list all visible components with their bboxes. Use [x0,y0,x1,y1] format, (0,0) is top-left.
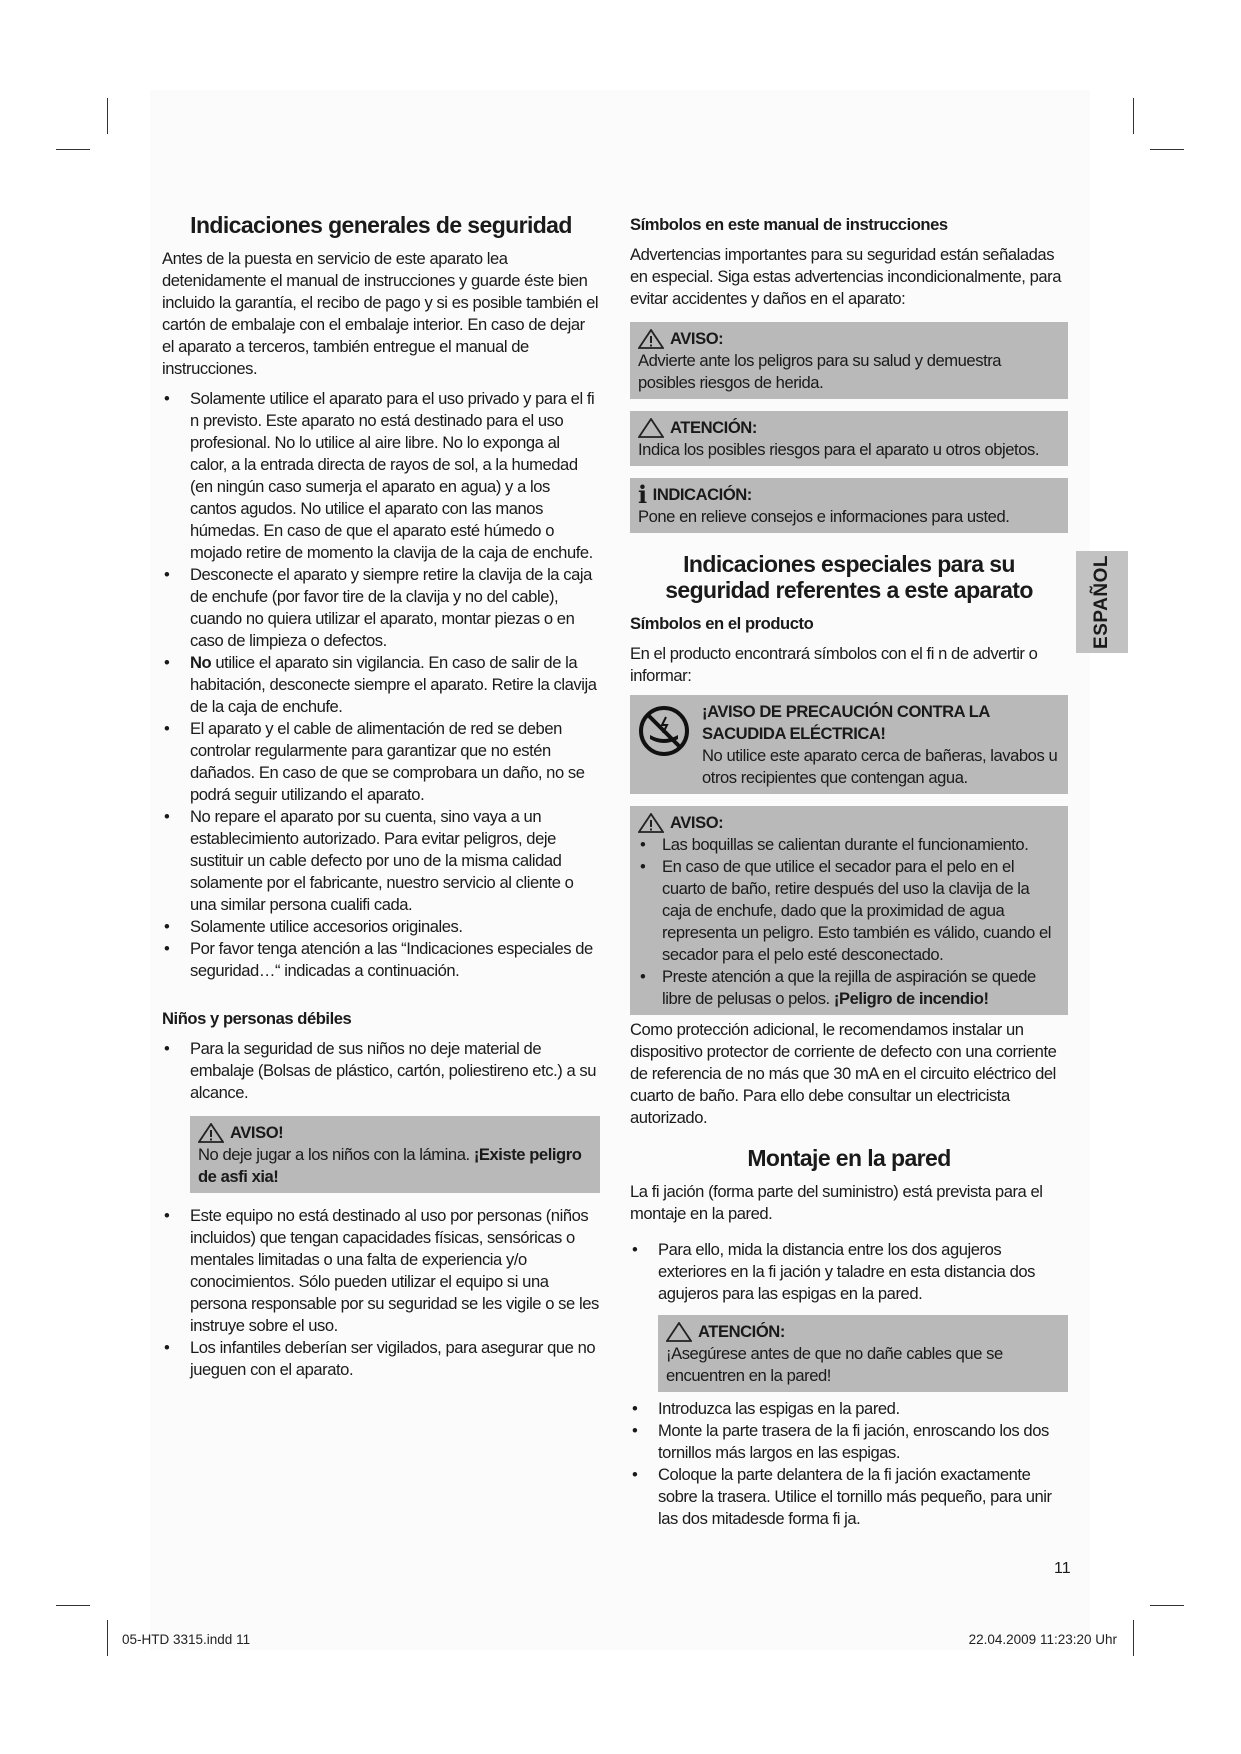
atencion-title: ATENCIÓN: [670,418,757,437]
atencion-box-wall [658,1315,1068,1392]
subheading-children: Niños y personas débiles [162,1009,352,1028]
protection-paragraph: Como protección adicional, le recomendamos instalar un dispositivo protector de corriente de defecto con una corriente de referencia de no más que 30 mA en el circuito eléctrico del cuarto de baño. Para ello debe consultar un electricista autorizado. [630,1020,1057,1127]
section-title-wall-mount: Montaje en la pared [747,1145,951,1171]
list-item: • Coloque la parte delantera de la fi jación exactamente sobre la trasera. Utilice el tornillo más pequeño, para unir las dos mitadesde forma fi ja. [630,1464,1068,1530]
list-item: • Monte la parte trasera de la fi jación, enroscando los dos tornillos más largos en las espigas. [630,1420,1068,1464]
aviso-text: Advierte ante los peligros para su salud y demuestra posibles riesgos de herida. [638,351,1002,392]
caution-triangle-icon [638,418,664,438]
wall-steps-list [630,1398,1068,1530]
safety-list [162,388,600,982]
section-title-special-safety: Indicaciones especiales para su seguridad referentes a este aparato [665,551,1033,603]
aviso-title: AVISO: [670,329,724,348]
aviso-box [630,322,1068,399]
product-symbols-paragraph: En el producto encontrará símbolos con el fi n de advertir o informar: [630,644,1038,685]
section-title-general-safety: Indicaciones generales de seguridad [190,212,572,238]
list-item: • Para ello, mida la distancia entre los dos agujeros exteriores en la fi jación y taladre en esta distancia dos agujeros para las espigas en la pared. [630,1239,1068,1305]
info-icon: i [638,480,647,509]
list-item: • Desconecte el aparato y siempre retire la clavija de la caja de enchufe (por favor tire de la clavija y no del cable), cuando no quiera utilizar el aparato, montar piezas o en caso de limpieza o defectos. [162,564,600,652]
list-item: • En caso de que utilice el secador para el pelo en el cuarto de baño, retire después del uso la clavija de la caja de enchufe, dado que la proximidad de agua representa un peligro. Esto también es válido, cuando el secador para el pelo esté desconectado. [638,856,1060,966]
atencion-heading [638,417,1060,439]
list-item: • Solamente utilice accesorios originales. [162,916,600,938]
list-item: • Los infantiles deberían ser vigilados, para asegurar que no jueguen con el aparato. [162,1337,600,1381]
wall-intro: La fi jación (forma parte del suministro) está prevista para el montaje en la pared. [630,1182,1043,1223]
crop-mark [1133,98,1134,134]
list-item [638,966,1060,1010]
crop-mark [107,1620,108,1656]
language-tab [1076,551,1128,653]
symbols-paragraph: Advertencias importantes para su seguridad están señaladas en especial. Siga estas advertencias incondicionalmente, para evitar accidentes y daños en el aparato: [630,245,1062,308]
indicacion-heading [638,480,1060,509]
atencion-text: ¡Asegúrese antes de que no dañe cables que se encuentren en la pared! [666,1344,1003,1385]
list-item: • No repare el aparato por su cuenta, sino vaya a un establecimiento autorizado. Para evitar peligros, deje sustituir un cable defecto por uno de la misma calidad solamente por el fabricante, nuestro servicio al cliente o una similar persona cualifi cada. [162,806,600,916]
language-tab-label: ESPAÑOL [1091,555,1112,649]
list-item-text: Preste atención a que la rejilla de aspiración se quede libre de pelusas o pelos. [662,967,1036,1008]
list-item: • Por favor tenga atención a las “Indicaciones especiales de seguridad…“ indicadas a continuación. [162,938,600,982]
warning-triangle-icon [638,329,664,349]
aviso-heading [198,1122,592,1144]
atencion-box [630,411,1068,466]
crop-mark [1133,1620,1134,1656]
aviso-box [190,1116,600,1193]
crop-mark [1150,1605,1184,1606]
fire-danger-text: ¡Peligro de incendio! [833,989,989,1008]
aviso-title: AVISO! [230,1123,284,1142]
footer-file-info: 05-HTD 3315.indd 11 [122,1632,251,1647]
indicacion-box [630,478,1068,533]
aviso-box-hot [630,806,1068,1015]
subheading-symbols-manual: Símbolos en este manual de instrucciones [630,215,948,234]
atencion-title: ATENCIÓN: [698,1322,785,1341]
crop-mark [107,98,108,134]
left-column [162,212,600,1389]
list-item: • Este equipo no está destinado al uso por personas (niños incluidos) que tengan capacidades físicas, sensóricas o mentales limitadas o una falta de experiencia y/o conocimientos. Sólo pueden utilizar el equipo si una persona responsable por su seguridad se les vigile o se les instruye sobre el uso. [162,1205,600,1337]
indicacion-title: INDICACIÓN: [652,485,752,504]
aviso-heading [638,328,1060,350]
no-water-shock-icon [638,705,690,757]
aviso-bold-text: ¡Existe peligro de asfi xia! [198,1145,582,1186]
atencion-text: Indica los posibles riesgos para el aparato u otros objetos. [638,440,1040,459]
warning-triangle-icon [638,813,664,833]
subheading-product-symbols: Símbolos en el producto [630,614,814,633]
list-item: • Para la seguridad de sus niños no deje material de embalaje (Bolsas de plástico, cartón, poliestireno etc.) a su alcance. [162,1038,600,1104]
aviso-list [638,834,1060,1010]
aviso-text-block [198,1144,592,1188]
shock-warning-title: ¡AVISO DE PRECAUCIÓN CONTRA LA SACUDIDA ELÉCTRICA! [702,702,990,743]
persons-list [162,1205,600,1381]
children-list [162,1038,600,1104]
list-item: • Solamente utilice el aparato para el uso privado y para el fi n previsto. Este aparato no está destinado para el uso profesional. No lo utilice al aire libre. No lo exponga al calor, a la entrada directa de rayos de sol, a la humedad (en ningún caso sumerja el aparato en agua) y a los cantos agudos. No utilice el aparato con las manos húmedas. En caso de que el aparato esté húmedo o mojado retire de momento la clavija de la caja de enchufe. [162,388,600,564]
footer-timestamp: 22.04.2009 11:23:20 Uhr [968,1632,1117,1647]
shock-warning-content [702,701,1060,789]
list-item [162,652,600,718]
shock-warning-text: No utilice este aparato cerca de bañeras, lavabos u otros recipientes que contengan agua. [702,746,1058,787]
shock-warning-box [630,695,1068,794]
aviso-heading [638,812,1060,834]
list-item: • Las boquillas se calientan durante el funcionamiento. [638,834,1060,856]
indicacion-text: Pone en relieve consejos e informaciones para usted. [638,507,1010,526]
crop-mark [1150,149,1184,150]
crop-mark [56,1605,90,1606]
list-item-text: utilice el aparato sin vigilancia. En caso de salir de la habitación, desconecte siempre el aparato. Retire la clavija de la caja de enchufe. [190,653,597,716]
warning-triangle-icon [198,1123,224,1143]
atencion-heading [666,1321,1060,1343]
aviso-text: No deje jugar a los niños con la lámina. [198,1145,474,1164]
wall-list [630,1239,1068,1305]
right-column [630,214,1068,1538]
crop-mark [56,149,90,150]
list-item: • Introduzca las espigas en la pared. [630,1398,1068,1420]
caution-triangle-icon [666,1322,692,1342]
intro-paragraph: Antes de la puesta en servicio de este aparato lea detenidamente el manual de instrucciones y guarde éste bien incluido la garantía, el recibo de pago y si es posible también el cartón de embalaje con el embalaje interior. En caso de dejar el aparato a terceros, también entregue el manual de instrucciones. [162,249,599,378]
page-number: 11 [1054,1560,1071,1577]
emphasis-no: No [190,653,212,672]
list-item: • El aparato y el cable de alimentación de red se deben controlar regularmente para garantizar que no estén dañados. En caso de que se comprobara un daño, no se podrá seguir utilizando el aparato. [162,718,600,806]
aviso-title: AVISO: [670,813,724,832]
